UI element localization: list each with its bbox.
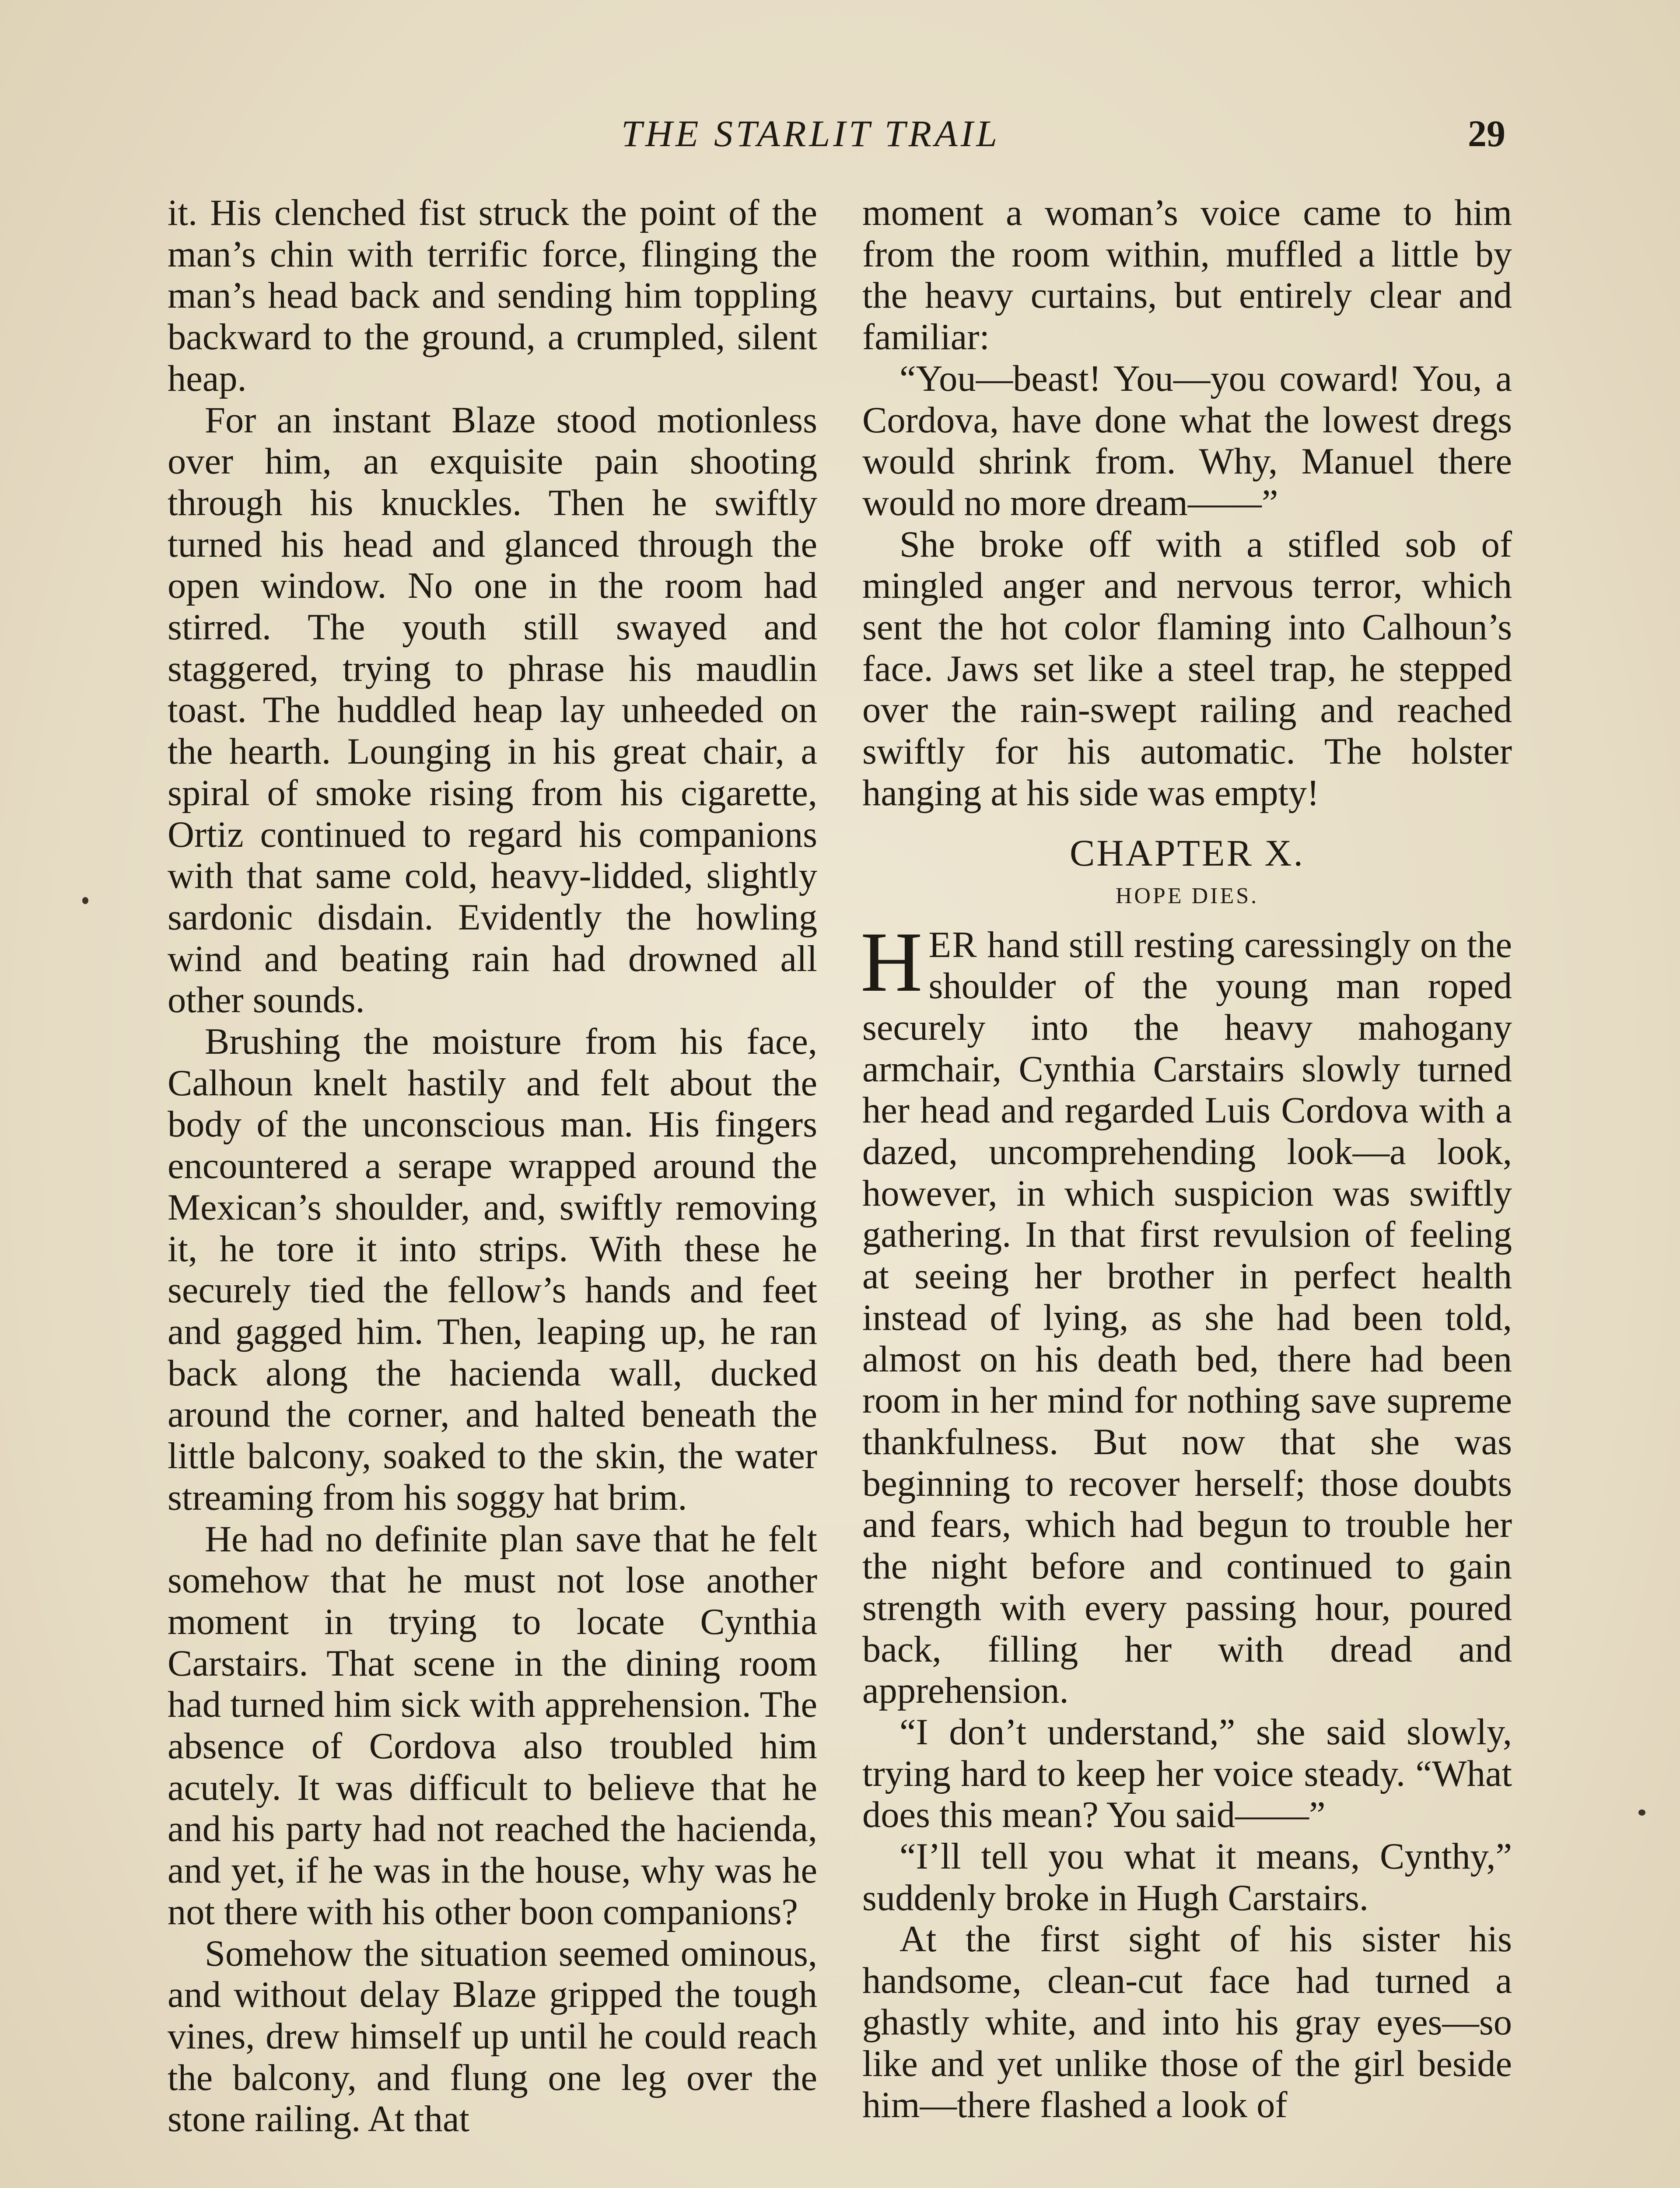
paragraph: Brushing the moisture from his face, Calhoun knelt hastily and felt about the body of the unconscious man. His fingers encountered a serape wrapped around the Mexican’s shoulder, and, swiftly removing it, he tore it into strips. With these he securely tied the fellow’s hands and feet and gagged him. Then, leaping up, he ran back along the hacienda wall, ducked around the corner, and halted beneath the little balcony, soaked to the skin, the water streaming from his soggy hat brim. — [168, 1021, 817, 1518]
paragraph: “I’ll tell you what it means, Cynthy,” suddenly broke in Hugh Carstairs. — [862, 1836, 1512, 1918]
print-speck — [82, 897, 88, 904]
first-word-rest: ER — [928, 924, 978, 965]
chapter-subtitle: HOPE DIES. — [1115, 883, 1259, 908]
right-column — [862, 193, 1512, 2126]
paragraph: Somehow the situation seemed ominous, and without delay Blaze gripped the tough vines, drew himself up until he could reach the balcony, and flung one leg over the stone railing. At that — [168, 1933, 817, 2140]
chapter-heading: CHAPTER X. — [1070, 831, 1305, 874]
paragraph: For an instant Blaze stood motionless over him, an exquisite pain shooting through his knuckles. Then he swiftly turned his head and glanced through the open window. No one in the room had stirred. The youth still swayed and staggered, trying to phrase his maudlin toast. The huddled heap lay unheeded on the hearth. Lounging in his great chair, a spiral of smoke rising from his cigarette, Ortiz continued to regard his companions with that same cold, heavy-lidded, slightly sardonic disdain. Evidently the howling wind and beating rain had drowned all other sounds. — [168, 400, 817, 1021]
chapter-opening-paragraph — [861, 914, 1512, 1712]
paragraph: At the first sight of his sister his handsome, clean-cut face had turned a ghastly white, and into his gray eyes—so like and yet unlike those of the girl beside him—there flashed a look of — [862, 1919, 1512, 2126]
left-column — [168, 193, 817, 2140]
print-speck — [1638, 1809, 1645, 1816]
paragraph: it. His clenched fist struck the point of the man’s chin with terrific force, flinging the man’s head back and sending him toppling backward to the ground, a crumpled, silent heap. — [168, 193, 817, 399]
page-number: 29 — [1468, 112, 1505, 154]
paragraph: He had no definite plan save that he felt somehow that he must not lose another moment in trying to locate Cynthia Carstairs. That scene in the dining room had turned him sick with apprehension. The absence of Cordova also troubled him acutely. It was difficult to believe that he and his party had not reached the hacienda, and yet, if he was in the house, why was he not there with his other boon companions? — [168, 1518, 817, 1932]
running-title: THE STARLIT TRAIL — [621, 112, 1001, 154]
paragraph: “I don’t understand,” she said slowly, trying hard to keep her voice steady. “What does this mean? You said——” — [862, 1711, 1512, 1836]
paragraph: She broke off with a stifled sob of mingled anger and nervous terror, which sent the hot color flaming into Calhoun’s face. Jaws set like a steel trap, he stepped over the rain-swept railing and reached swiftly for his automatic. The holster hanging at his side was empty! — [862, 524, 1512, 813]
paragraph: moment a woman’s voice came to him from the room within, muffled a little by the heavy curtains, but entirely clear and familiar: — [862, 193, 1512, 358]
drop-cap: H — [861, 914, 923, 1010]
paragraph: “You—beast! You—you coward! You, a Cordova, have done what the lowest dregs would shrink from. Why, Manuel there would no more dream——” — [862, 358, 1512, 523]
paragraph-text: hand still resting caressingly on the shoulder of the young man roped securely into the heavy mahogany armchair, Cynthia Carstairs slowly turned her head and regarded Luis Cordova with a dazed, uncomprehending look—a look, however, in which suspicion was swiftly gathering. In that first revulsion of feeling at seeing her brother in perfect health instead of lying, as she had been told, almost on his death bed, there had been room in her mind for nothing save supreme thankfulness. But now that she was beginning to recover herself; those doubts and fears, which had begun to trouble her the night before and continued to gain strength with every passing hour, poured back, filling her with dread and apprehension. — [862, 924, 1512, 1711]
